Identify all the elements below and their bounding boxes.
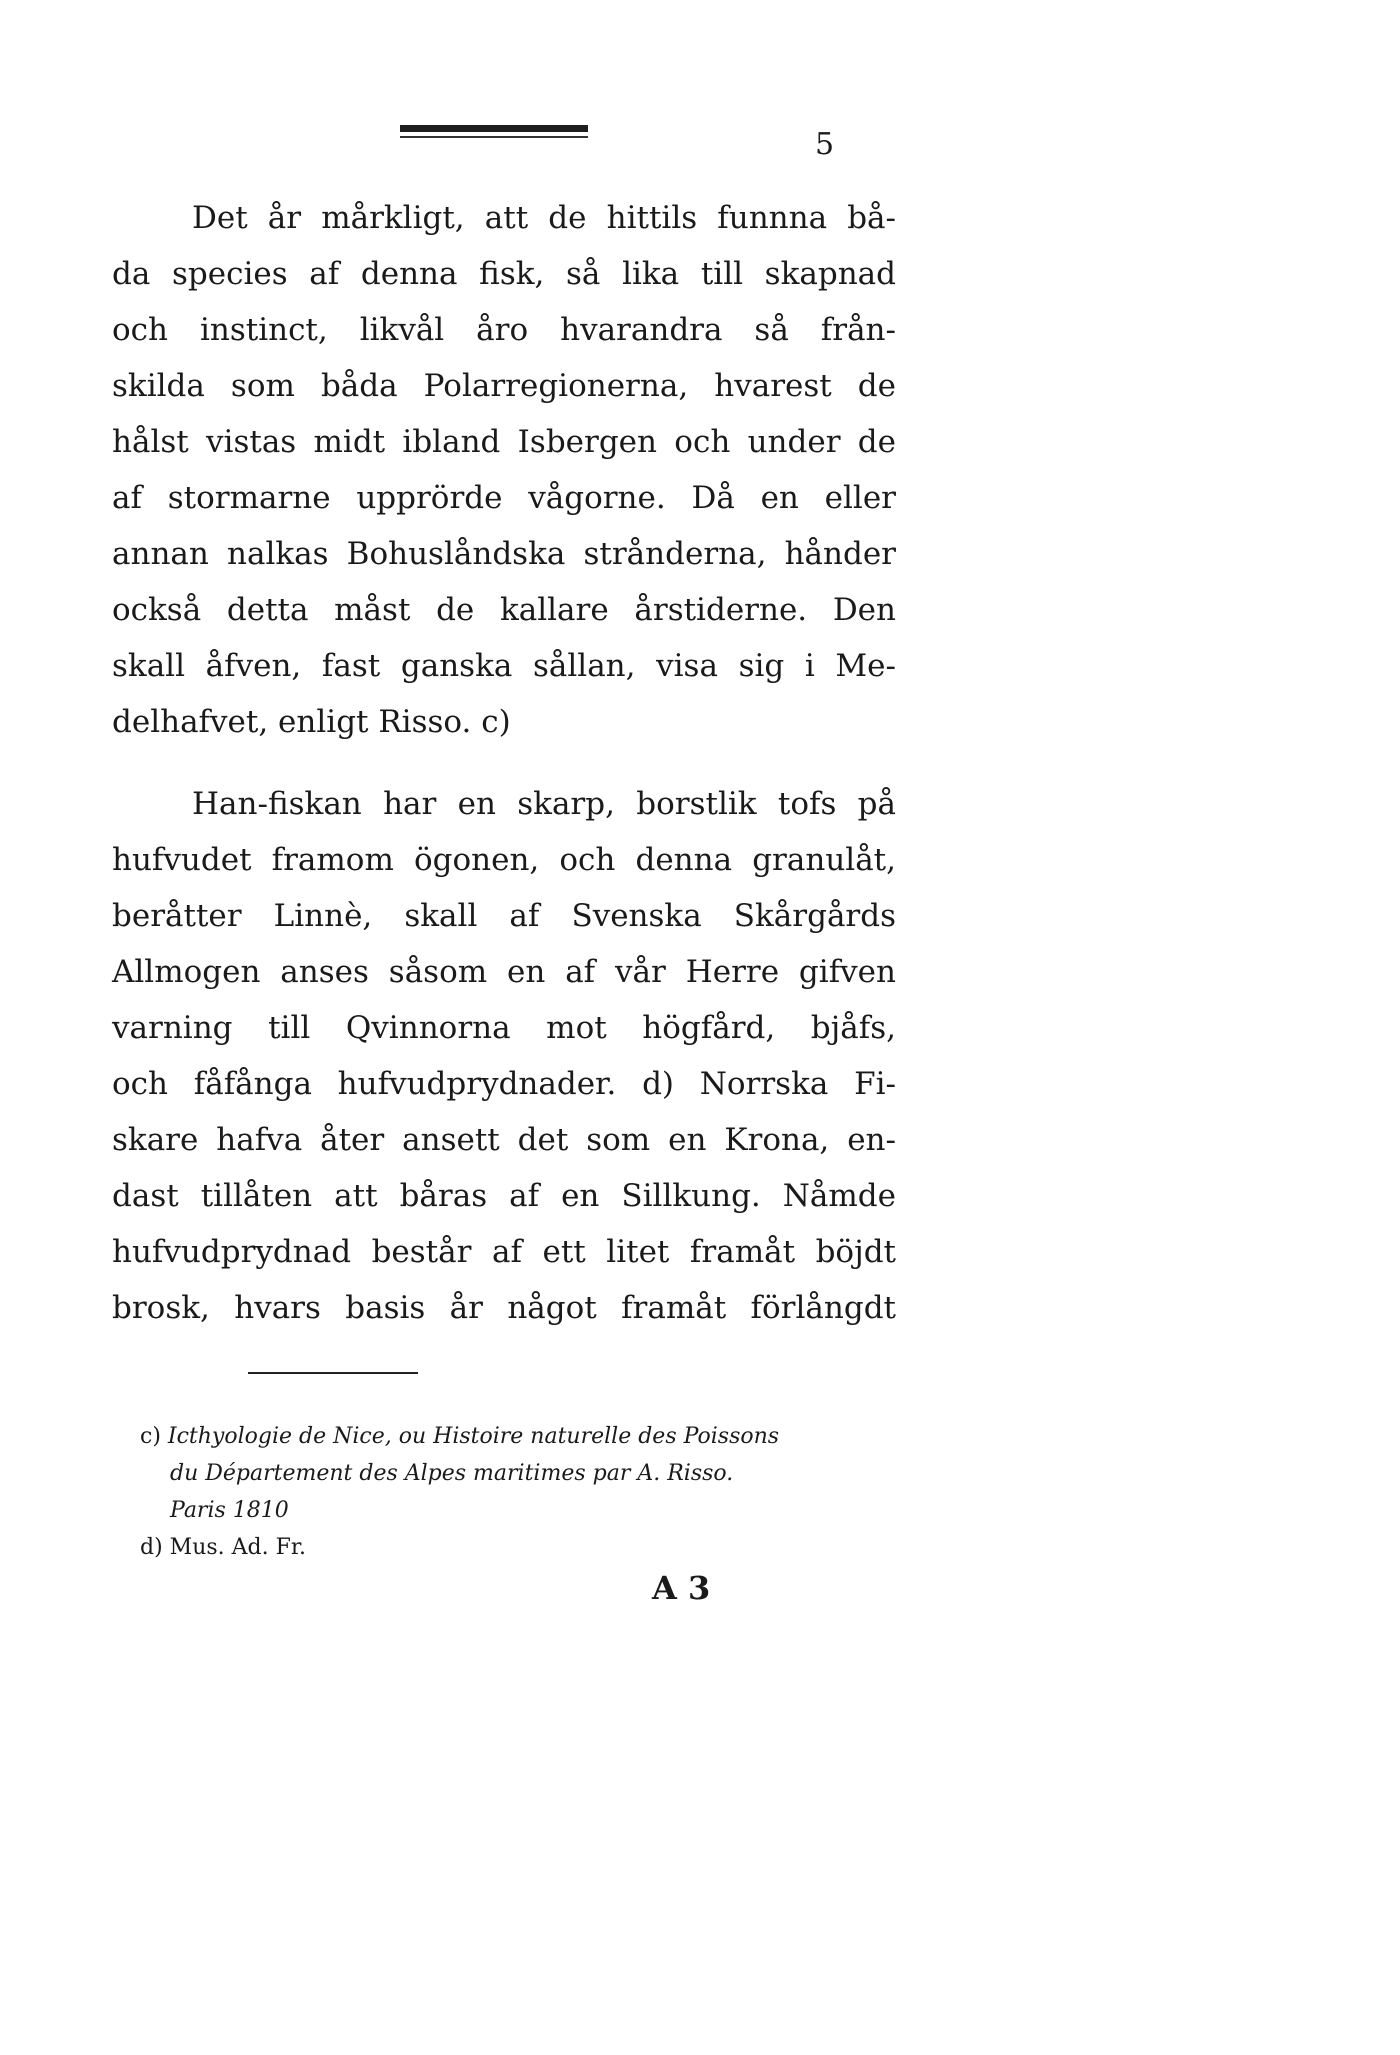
footnotes bbox=[140, 1418, 900, 1566]
text-line: delhafvet, enligt Risso. c) bbox=[112, 704, 511, 740]
text-line: annan nalkas Bohuslåndska strånderna, hånder bbox=[112, 536, 896, 572]
text-line: och instinct, likvål åro hvarandra så från- bbox=[112, 312, 896, 348]
footnote-c-line-1: Icthyologie de Nice, ou Histoire naturelle des Poissons bbox=[167, 1424, 780, 1449]
text-line: dast tillåten att båras af en Sillkung. Nåmde bbox=[112, 1178, 896, 1214]
text-line: hufvudprydnad består af ett litet framåt böjdt bbox=[112, 1234, 896, 1270]
footnote-separator-rule bbox=[248, 1372, 418, 1374]
text-line: skare hafva åter ansett det som en Krona, en- bbox=[112, 1122, 896, 1158]
paragraph-1 bbox=[112, 190, 896, 750]
signature-mark: A 3 bbox=[652, 1569, 711, 1607]
body-text bbox=[112, 190, 896, 1336]
footnote-d bbox=[140, 1529, 900, 1566]
text-line: Allmogen anses såsom en af vår Herre gifven bbox=[112, 954, 896, 990]
text-line: och fåfånga hufvudprydnader. d) Norrska Fi- bbox=[112, 1066, 896, 1102]
footnote-d-marker: d) bbox=[140, 1535, 163, 1560]
text-line: varning till Qvinnorna mot högfård, bjåfs, bbox=[112, 1010, 896, 1046]
footnote-c bbox=[140, 1418, 900, 1455]
text-line: hufvudet framom ögonen, och denna granulåt, bbox=[112, 842, 896, 878]
header-ornament-rule bbox=[400, 125, 588, 141]
header-rule-thin bbox=[400, 136, 588, 138]
footnote-d-text: Mus. Ad. Fr. bbox=[169, 1535, 306, 1560]
text-line: brosk, hvars basis år något framåt förlångdt bbox=[112, 1290, 896, 1326]
footnote-c-line-2: du Département des Alpes maritimes par A. Risso. bbox=[170, 1461, 734, 1486]
paragraph-2 bbox=[112, 776, 896, 1336]
text-line: da species af denna fisk, så lika till skapnad bbox=[112, 256, 896, 292]
footnote-c-marker: c) bbox=[140, 1424, 161, 1449]
text-line: skilda som båda Polarregionerna, hvarest de bbox=[112, 368, 896, 404]
text-line: skall åfven, fast ganska sållan, visa sig i Me- bbox=[112, 648, 896, 684]
text-line: af stormarne upprörde vågorne. Då en eller bbox=[112, 480, 896, 516]
page-number: 5 bbox=[815, 127, 835, 162]
text-line: hålst vistas midt ibland Isbergen och under de bbox=[112, 424, 896, 460]
text-line: beråtter Linnè, skall af Svenska Skårgårds bbox=[112, 898, 896, 934]
text-line: Det år mårkligt, att de hittils funnna bå- bbox=[192, 200, 896, 236]
text-line: Han-fiskan har en skarp, borstlik tofs på bbox=[192, 786, 896, 822]
header-rule-thick bbox=[400, 125, 588, 132]
text-line: också detta måst de kallare årstiderne. Den bbox=[112, 592, 896, 628]
footnote-c-line-3: Paris 1810 bbox=[170, 1498, 289, 1523]
